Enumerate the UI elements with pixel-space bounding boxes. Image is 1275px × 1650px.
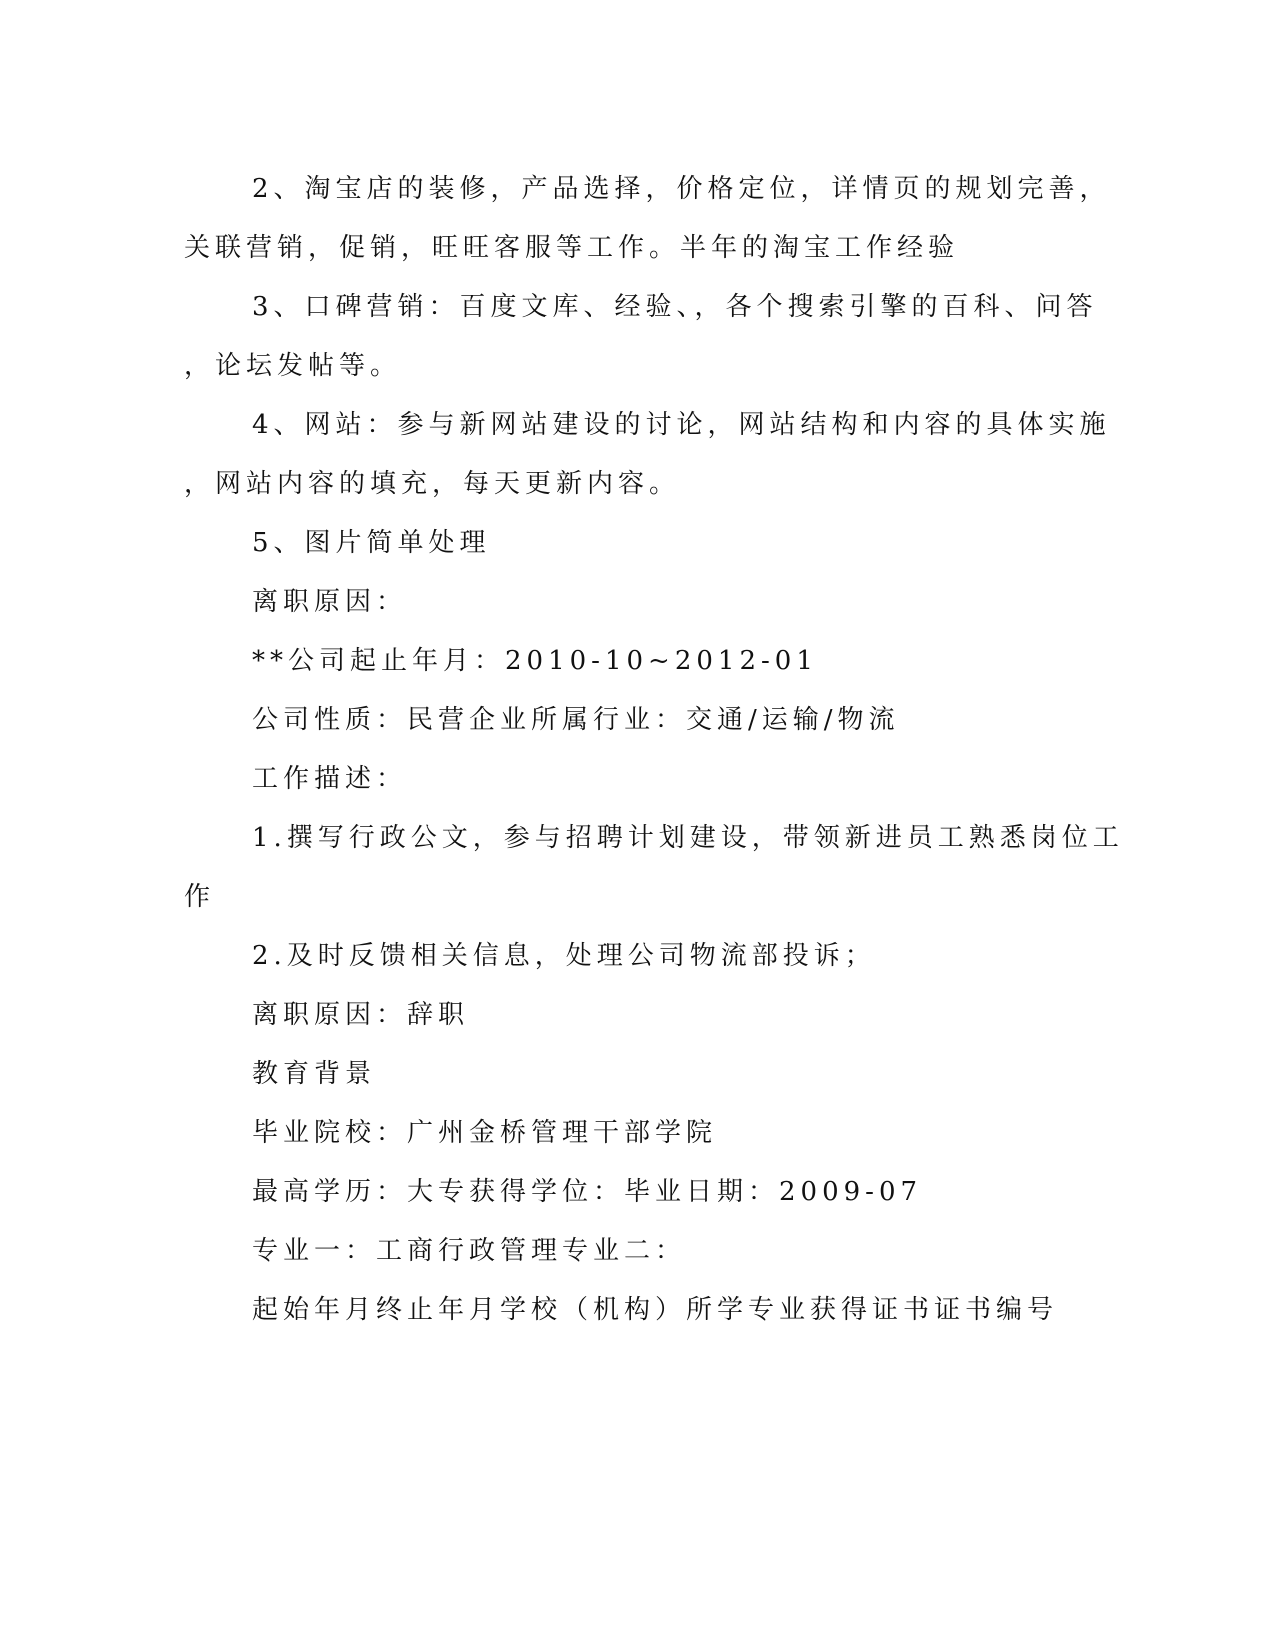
work-item-2-line-1: 2、淘宝店的装修，产品选择，价格定位，详情页的规划完善，: [252, 174, 1111, 204]
leave-reason-label: 离职原因：: [252, 587, 408, 617]
graduated-school: 毕业院校：广州金桥管理干部学院: [252, 1118, 718, 1148]
work-item-5: 5、图片简单处理: [252, 528, 491, 558]
work-item-3-line-2: ，论坛发帖等。: [184, 351, 402, 381]
company-period: **公司起止年月：2010-10~2012-01: [252, 646, 818, 676]
document-body: [184, 160, 1124, 1340]
education-heading: 教育背景: [252, 1059, 377, 1089]
duty-2: 2.及时反馈相关信息，处理公司物流部投诉；: [252, 941, 876, 971]
work-item-3-line-1: 3、口碑营销：百度文库、经验、，各个搜索引擎的百科、问答: [252, 292, 1098, 322]
work-item-4-line-1: 4、网站：参与新网站建设的讨论，网站结构和内容的具体实施: [252, 410, 1111, 440]
work-item-2-line-2: 关联营销，促销，旺旺客服等工作。半年的淘宝工作经验: [184, 233, 960, 263]
highest-degree: 最高学历：大专获得学位：毕业日期：2009-07: [252, 1177, 923, 1207]
leave-reason: 离职原因：辞职: [252, 1000, 470, 1030]
company-nature: 公司性质：民营企业所属行业：交通/运输/物流: [252, 705, 900, 735]
job-description-heading: 工作描述：: [252, 764, 408, 794]
duty-1-line-2: 作: [184, 882, 216, 912]
duty-1-line-1: 1.撰写行政公文，参与招聘计划建设，带领新进员工熟悉岗位工: [252, 823, 1124, 853]
certificate-table-header: 起始年月终止年月学校（机构）所学专业获得证书证书编号: [252, 1295, 1059, 1325]
work-item-4-line-2: ，网站内容的填充，每天更新内容。: [184, 469, 681, 499]
majors: 专业一：工商行政管理专业二：: [252, 1236, 687, 1266]
